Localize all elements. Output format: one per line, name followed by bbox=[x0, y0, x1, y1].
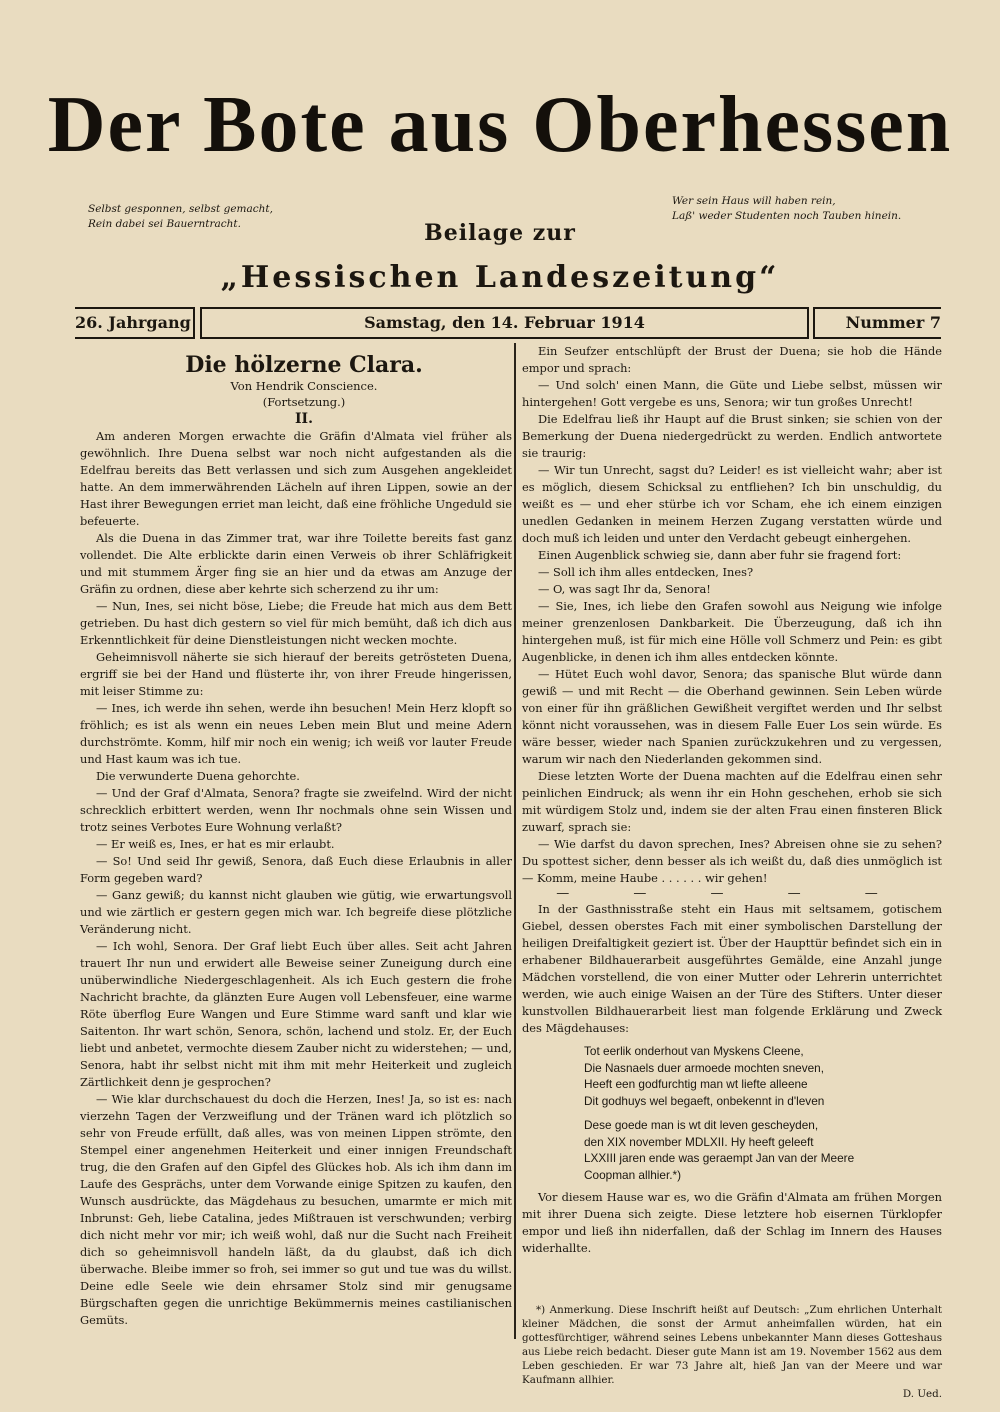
poem-line: den XIX november MDLXII. Hy heeft geleeft bbox=[584, 1134, 814, 1149]
paragraph: Die verwunderte Duena gehorchte. bbox=[96, 769, 300, 783]
left-column bbox=[80, 352, 512, 1329]
paragraph: — Er weiß es, Ines, er hat es mir erlaubt. bbox=[96, 837, 335, 851]
poem-line: Heeft een godfurchtig man wt liefte alleene bbox=[584, 1077, 808, 1091]
paragraph: Am anderen Morgen erwachte die Gräfin d'Almata viel früher als gewöhnlich. Ihre Duena selbst war noch nicht aufgestanden als die Edelfrau bereits das Bett verlassen und sich zum Ausgehen angekleidet hatte. An dem immerwährenden Lächeln auf ihren Lippen, sowie an der Hast ihrer Bewegungen erriet man leicht, daß eine fröhliche Ungeduld sie befeuerte. bbox=[80, 429, 512, 528]
motto-right-line-2: Laß' weder Studenten noch Tauben hinein. bbox=[672, 209, 902, 222]
paragraph: — Ich wohl, Senora. Der Graf liebt Euch über alles. Seit acht Jahren trauert Ihr nun und erwidert alle Beweise seiner Zuneigung durch eine unüberwindliche Niedergeschlagenheit. Als ich Euch gestern die frohe Nachricht brachte, da glänzten Eure Augen voll Lebensfeuer, eine warme Röte überflog Eure Wangen und Eure Stimme ward sanft und klar wie Saitenton. Ihr wart schön, Senora, schön, lachend und stolz. Er, der Euch liebt und anbetet, vermochte diesem Zauber nicht zu widerstehen; — und, Senora, habt ihr selbst nicht mit ihm mit mehr Heiterkeit und zugleich Zärtlichkeit denn je gesprochen? bbox=[80, 939, 512, 1089]
motto-right bbox=[672, 194, 901, 223]
paragraph: — Ganz gewiß; du kannst nicht glauben wie gütig, wie erwartungsvoll und wie zärtlich er gestern gegen mich war. Ich begreife diese plötzliche Veränderung nicht. bbox=[80, 888, 512, 936]
paragraph: — Ines, ich werde ihn sehen, werde ihn besuchen! Mein Herz klopft so fröhlich; es ist als wenn ein neues Leben mein Blut und meine Adern durchströmte. Komm, hilf mir noch ein wenig; ich weiß vor lauter Freude und Hast kaum was ich tue. bbox=[80, 701, 512, 766]
poem-line: Tot eerlik onderhout van Myskens Cleene, bbox=[584, 1044, 804, 1058]
beilage-line: Beilage zur bbox=[424, 220, 576, 246]
motto-right-line-1: Wer sein Haus will haben rein, bbox=[672, 195, 836, 207]
paragraph: — Wie klar durchschauest du doch die Herzen, Ines! Ja, so ist es: nach vierzehn Tagen der Verzweiflung und der Tränen ward ich plötzlich so sehr von Freude erfüllt, daß alles, was von meinen Lippen strömte, den Stempel einer angenehmen Heiterkeit und einer innigen Freundschaft trug, die den Grafen auf den Gipfel des Glückes hob. Als ich ihm dann im Laufe des Gesprächs, unter dem Vorwande einige Spitzen zu kaufen, den Wunsch ausdrückte, das Mägdehaus zu besuchen, umarmte er mich mit Inbrunst: Geh, liebe Catalina, jedes Mißtrauen ist verschwunden; verbirg dich nicht mehr vor mir; ich weiß wohl, daß nur die Sucht nach Freiheit dich so geheimnisvoll handeln läßt, da du glaubst, daß ich dich überwache. Bleibe immer so froh, sei immer so gut und tue was du willst. Deine edle Seele wie dein ehrsamer Stolz sind mir genugsame Bürgschaften gegen die unrichtige Bekümmernis meines castilianischen Gemüts. bbox=[80, 1092, 512, 1327]
dateline bbox=[75, 307, 943, 339]
article-author: Von Hendrik Conscience. bbox=[230, 379, 378, 393]
column-divider bbox=[514, 343, 516, 1339]
inscription-poem bbox=[584, 1043, 942, 1183]
paragraph: Als die Duena in das Zimmer trat, war ihre Toilette bereits fast ganz vollendet. Die Alte erblickte darin einen Verweis ob ihrer Schläfrigkeit und mit stummem Ärger fing sie an hier und da etwas am Anzuge der Gräfin zu ordnen, diese aber kehrte sich scherzend zu ihr um: bbox=[80, 531, 512, 596]
paragraph: — Und der Graf d'Almata, Senora? fragte sie zweifelnd. Wird der nicht schrecklich erbittert werden, wenn Ihr nochmals ohne sein Wissen und trotz seines Verbotes Eure Wohnung verlaßt? bbox=[80, 786, 512, 834]
article-continuation: (Fortsetzung.) bbox=[262, 395, 346, 409]
masthead-title: Der Bote aus Oberhessen bbox=[47, 81, 953, 169]
poem-line: Coopman allhier.*) bbox=[584, 1167, 682, 1182]
paragraph: In der Gasthnisstraße steht ein Haus mit seltsamem, gotischem Giebel, dessen oberstes Fach mit einer symbolischen Darstellung der heiligen Dreifaltigkeit geziert ist. Über der Haupttür befindet sich ein in erhabener Bildhauerarbeit ausgeführtes Gemälde, eine Anzahl junge Mädchen vorstellend, die von einer Mutter oder Lehrerin unterrichtet werden, wie auch einige Waisen an der Türe des Stifters. Unter dieser kunstvollen Bildhauerarbeit liest man folgende Erklärung und Zweck des Mägdehauses: bbox=[522, 902, 942, 1035]
paragraph: Diese letzten Worte der Duena machten auf die Edelfrau einen sehr peinlichen Eindruck; als wenn ihr ein Hohn geschehen, erhob sie sich mit würdigem Stolz und, indem sie der alten Frau einen finsteren Blick zuwarf, sprach sie: bbox=[522, 769, 942, 834]
paragraph: — Wir tun Unrecht, sagst du? Leider! es ist vielleicht wahr; aber ist es möglich, diesem Schicksal zu entfliehen? Ich bin unschuldig, du weißt es — und eher stürbe ich vor Scham, ehe ich einem einzigen unedlen Gedanken in meinem Herzen Zugang verstatten würde und doch muß ich leiden und unter den Verdacht gebeugt einhergehen. bbox=[522, 463, 942, 545]
footnote bbox=[522, 1303, 942, 1401]
paragraph: Geheimnisvoll näherte sie sich hierauf der bereits getrösteten Duena, ergriff sie bei der Hand und flüsterte ihr, von ihrer Freude hingerissen, mit leiser Stimme zu: bbox=[80, 650, 512, 698]
paragraph: — Sie, Ines, ich liebe den Grafen sowohl aus Neigung wie infolge meiner grenzenlosen Dankbarkeit. Die Überzeugung, daß ich ihn hintergehen muß, ist für mich eine Hölle voll Schmerz und Pein: es gibt Augenblicke, in denen ich ihm alles entdecken könnte. bbox=[522, 599, 942, 664]
chapter-number: II. bbox=[295, 411, 313, 427]
jahrgang: 26. Jahrgang bbox=[75, 307, 195, 339]
paragraph: — O, was sagt Ihr da, Senora! bbox=[538, 582, 711, 596]
poem-line: Dit godhuys wel begaeft, onbekennt in d'leven bbox=[584, 1093, 825, 1108]
paragraph: — Wie darfst du davon sprechen, Ines? Abreisen ohne sie zu sehen? Du spottest sicher, denn besser als ich weißt du, daß dies unmöglich ist — Komm, meine Haube . . . . . . wir gehen! bbox=[522, 837, 942, 885]
issue-date: Samstag, den 14. Februar 1914 bbox=[200, 307, 809, 339]
paragraph: — Nun, Ines, sei nicht böse, Liebe; die Freude hat mich aus dem Bett getrieben. Du hast dich gestern so viel für mich bemüht, daß ich dich aus Erkenntlichkeit für deine Dienstleistungen nicht wecken mochte. bbox=[80, 599, 512, 647]
paragraph: — Soll ich ihm alles entdecken, Ines? bbox=[538, 565, 754, 579]
footnote-text: *) Anmerkung. Diese Inschrift heißt auf Deutsch: „Zum ehrlichen Unterhalt kleiner Mädchen, die sonst der Armut anheimfallen würden, hat ein gottesfürchtiger, während seines Lebens unbekannter Mann dieses Gotteshaus aus Liebe reich bedacht. Dieser gute Mann ist am 19. November 1562 aus dem Leben geschieden. Er war 73 Jahre alt, hieß Jan van der Meere und war Kaufmann allhier. bbox=[522, 1304, 942, 1386]
motto-left-line-1: Selbst gesponnen, selbst gemacht, bbox=[88, 203, 273, 215]
paragraph: Ein Seufzer entschlüpft der Brust der Duena; sie hob die Hände empor und sprach: bbox=[522, 344, 942, 375]
paragraph: — Und solch' einen Mann, die Güte und Liebe selbst, müssen wir hintergehen! Gott vergebe es uns, Senora; wir tun großes Unrecht! bbox=[522, 378, 942, 409]
paragraph: Die Edelfrau ließ ihr Haupt auf die Brust sinken; sie schien von der Bemerkung der Duena niedergedrückt zu werden. Endlich antwortete sie traurig: bbox=[522, 412, 942, 460]
motto-left bbox=[88, 202, 273, 231]
paragraph: — So! Und seid Ihr gewiß, Senora, daß Euch diese Erlaubnis in aller Form gegeben ward? bbox=[80, 854, 512, 885]
poem-line: LXXIII jaren ende was geraempt Jan van der Meere bbox=[584, 1151, 855, 1165]
issue-number: Nummer 7 bbox=[813, 307, 941, 339]
poem-line: Die Nasnaels duer armoede mochten sneven, bbox=[584, 1060, 825, 1075]
article-title: Die hölzerne Clara. bbox=[185, 352, 423, 378]
poem-line: Dese goede man is wt dit leven gescheyden, bbox=[584, 1118, 819, 1132]
section-divider: — — — — — bbox=[556, 886, 908, 901]
paragraph: — Hütet Euch wohl davor, Senora; das spanische Blut würde dann gewiß — und mit Recht — die Oberhand gewinnen. Sein Leben würde von einer für ihn gräßlichen Gewißheit vergiftet werden und Ihr selbst könnt nicht voraussehen, was in diesem Falle Euer Los sein würde. Es wäre besser, wieder nach Spanien zurückzukehren und zu vergessen, warum wir nach den Niederlanden gekommen sind. bbox=[522, 667, 942, 766]
right-column bbox=[522, 343, 942, 1401]
paragraph: Vor diesem Hause war es, wo die Gräfin d'Almata am frühen Morgen mit ihrer Duena sich zeigte. Diese letztere hob eisernen Türklopfer empor und ließ ihn niderfallen, daß der Schlag im Innern des Hauses widerhallte. bbox=[522, 1190, 942, 1255]
zeitung-name: „Hessischen Landeszeitung“ bbox=[220, 260, 780, 295]
paragraph: Einen Augenblick schwieg sie, dann aber fuhr sie fragend fort: bbox=[538, 548, 902, 562]
motto-left-line-2: Rein dabei sei Bauerntracht. bbox=[88, 217, 241, 230]
footnote-signer: D. Ued. bbox=[902, 1388, 942, 1400]
